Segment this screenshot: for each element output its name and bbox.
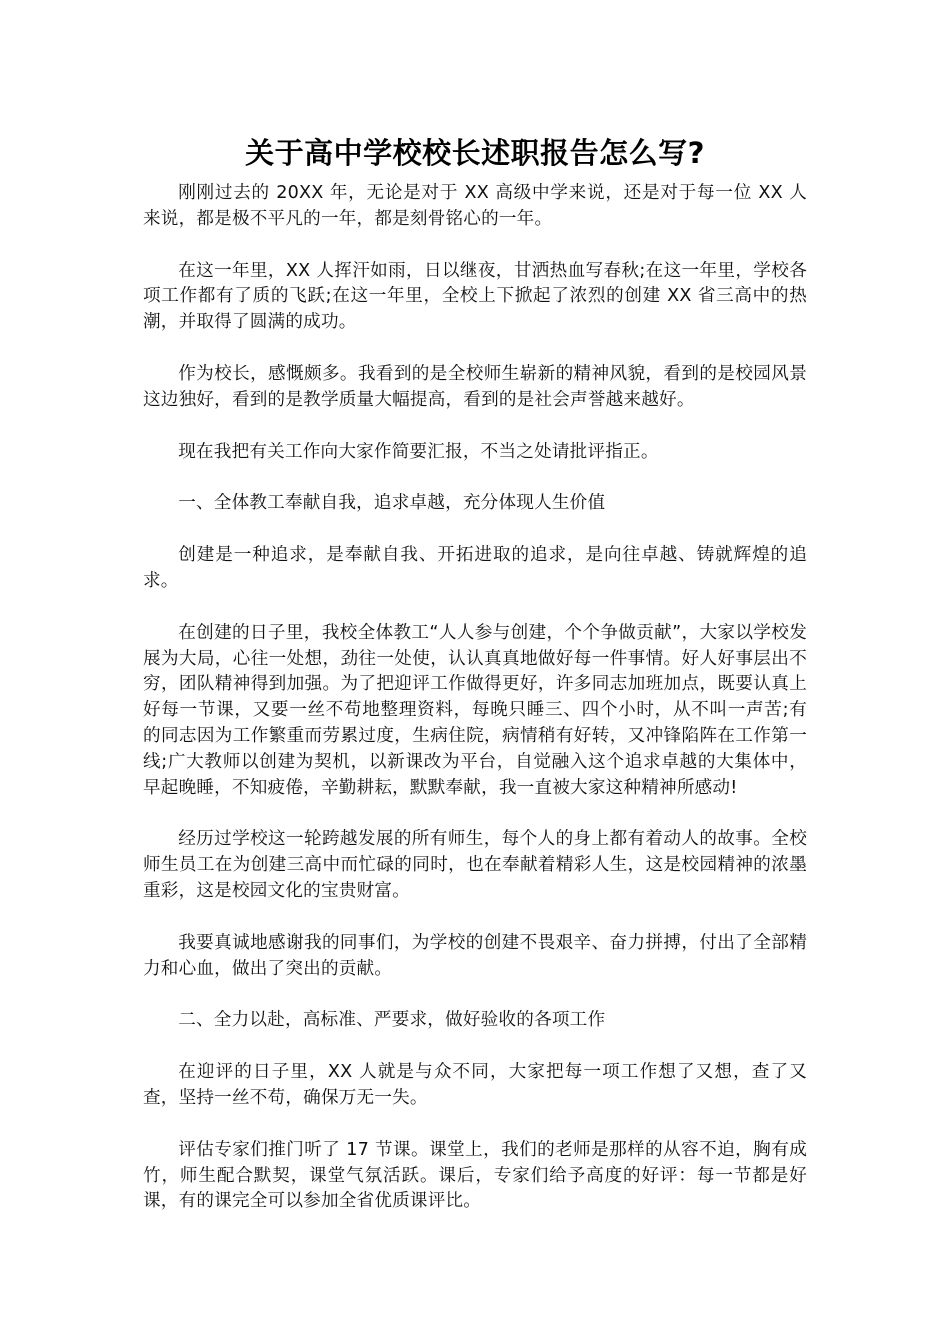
paragraph: 在创建的日子里，我校全体教工“人人参与创建，个个争做贡献”，大家以学校发展为大局，心往一处想，劲往一处使，认认真真地做好每一件事情。好人好事层出不穷，团队精神得到加强。为了把迎评工作做得更好，许多同志加班加点，既要认真上好每一节课，又要一丝不苟地整理资料，每晚只睡三、四个小时，从不叫一声苦;有的同志因为工作繁重而劳累过度，生病住院，病情稍有好转，又冲锋陷阵在工作第一线;广大教师以创建为契机，以新课改为平台，自觉融入这个追求卓越的大集体中，早起晚睡，不知疲倦，辛勤耕耘，默默奉献，我一直被大家这种精神所感动! bbox=[143, 622, 807, 798]
section-heading: 二、全力以赴，高标准、严要求，做好验收的各项工作 bbox=[178, 1010, 606, 1031]
paragraph: 我要真诚地感谢我的同事们，为学校的创建不畏艰辛、奋力拼搏，付出了全部精力和心血，做出了突出的贡献。 bbox=[143, 932, 807, 979]
paragraph: 经历过学校这一轮跨越发展的所有师生，每个人的身上都有着动人的故事。全校师生员工在为创建三高中而忙碌的同时，也在奉献着精彩人生，这是校园精神的浓墨重彩，这是校园文化的宝贵财富。 bbox=[143, 829, 807, 901]
paragraph: 现在我把有关工作向大家作简要汇报，不当之处请批评指正。 bbox=[178, 441, 659, 462]
paragraph: 在迎评的日子里，XX 人就是与众不同，大家把每一项工作想了又想，查了又查，坚持一丝不苟，确保万无一失。 bbox=[143, 1062, 807, 1108]
paragraph: 作为校长，感慨颇多。我看到的是全校师生崭新的精神风貌，看到的是校园风景这边独好，看到的是教学质量大幅提高，看到的是社会声誉越来越好。 bbox=[143, 363, 807, 410]
document-title: 关于高中学校校长述职报告怎么写? bbox=[245, 136, 705, 170]
paragraph: 评估专家们推门听了 17 节课。课堂上，我们的老师是那样的从容不迫，胸有成竹，师生配合默契，课堂气氛活跃。课后，专家们给予高度的好评：每一节都是好课，有的课完全可以参加全省优质课评比。 bbox=[143, 1139, 807, 1212]
paragraph: 创建是一种追求，是奉献自我、开拓进取的追求，是向往卓越、铸就辉煌的追求。 bbox=[143, 545, 807, 591]
section-heading: 一、全体教工奉献自我，追求卓越，充分体现人生价值 bbox=[178, 493, 606, 514]
paragraph: 在这一年里，XX 人挥汗如雨，日以继夜，甘洒热血写春秋;在这一年里，学校各项工作都有了质的飞跃;在这一年里，全校上下掀起了浓烈的创建 XX 省三高中的热潮，并取得了圆满的成功。 bbox=[143, 260, 807, 333]
paragraph-intro: 刚刚过去的 20XX 年，无论是对于 XX 高级中学来说，还是对于每一位 XX 人来说，都是极不平凡的一年，都是刻骨铭心的一年。 bbox=[143, 183, 807, 229]
